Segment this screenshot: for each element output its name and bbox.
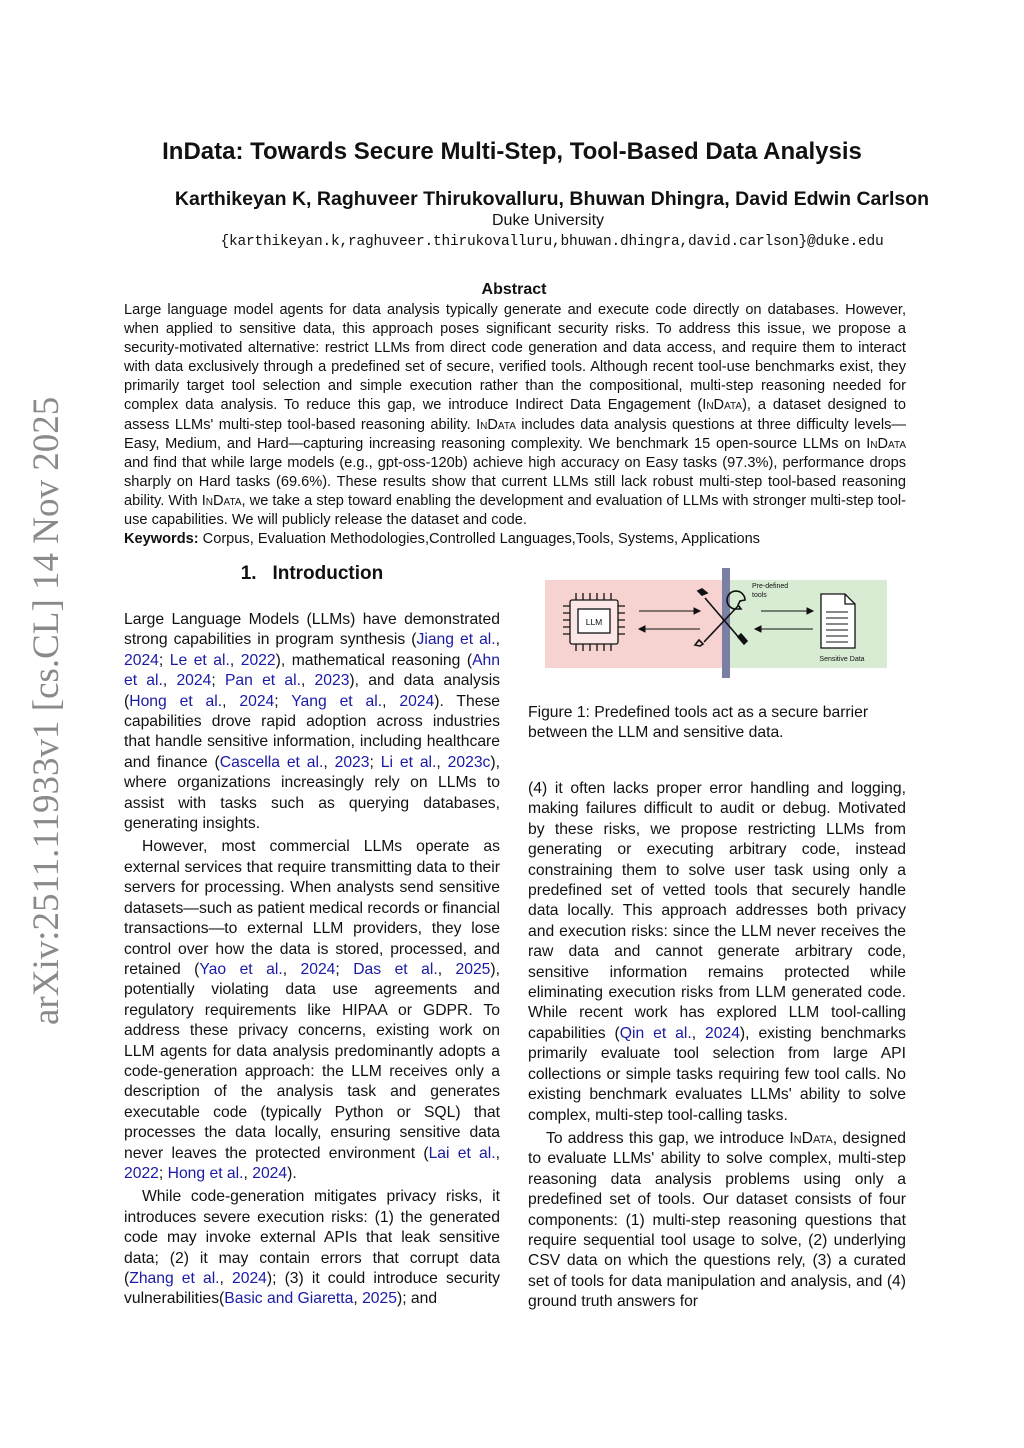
citation-link[interactable]: 2023c [447, 753, 491, 771]
llm-chip-label: LLM [585, 617, 603, 627]
citation-link[interactable]: 2024 [239, 692, 275, 710]
paper-title: InData: Towards Secure Multi-Step, Tool-Based Data Analysis [162, 138, 862, 165]
dataset-name: InData [702, 397, 743, 414]
arxiv-identifier: arXiv:2511.11933v1 [cs.CL] 14 Nov 2025 [26, 396, 67, 1025]
sensitive-data-label: Sensitive Data [819, 656, 865, 663]
citation-link[interactable]: Yang et al. [291, 692, 383, 710]
citation-link[interactable]: Das et al. [353, 960, 438, 978]
citation-link[interactable]: Cascella et al. [219, 753, 324, 771]
sensitive-data-document-icon [821, 594, 855, 648]
citation-link[interactable]: 2024 [399, 692, 435, 710]
affiliation: Duke University [491, 212, 605, 229]
citation-link[interactable]: Lai et al. [428, 1144, 496, 1162]
citation-link[interactable]: 2024 [176, 672, 212, 690]
author-emails: {karthikeyan.k,raghuveer.thirukovalluru,bhuwan.dhingra,david.carlson}@duke.edu [220, 234, 884, 250]
citation-link[interactable]: Qin et al. [619, 1024, 692, 1042]
dataset-name: InData [866, 435, 906, 452]
citation-link[interactable]: 2025 [362, 1290, 397, 1308]
left-column [124, 610, 500, 1310]
citation-link[interactable]: 2024 [252, 1164, 288, 1182]
intro-paragraph-4: (4) it often lacks proper error handling and logging, making failures difficult to audit or debug. Motivated by these risks, we propose restricting LLMs from generating or executing arbitrary code, instead constraining them to solve user task using only a predefined set of vetted tools that securely handle data locally. This approach addresses both privacy and execution risks: since the LLM never receives the raw data and cannot generate arbitrary code, sensitive information remains protected while eliminating execution risks from LLM generated code. While recent work has explored LLM tool-calling capabilities (Qin et al., 2024), existing benchmarks primarily evaluate tool selection from large API collections or simple tasks requiring few tool calls. No existing benchmark evaluates LLMs' ability to solve complex, multi-step tool-calling tasks. [528, 780, 907, 1124]
keywords-text: Corpus, Evaluation Methodologies,Controlled Languages,Tools, Systems, Applications [198, 531, 760, 548]
citation-link[interactable]: 2024 [232, 1270, 267, 1287]
citation-link[interactable]: Yao et al. [199, 960, 283, 978]
abstract-text: and find that while large models (e.g., gpt-oss-120b) achieve high accuracy on Easy tasks (97.3%), performance drops sharply on Hard tasks (69.6%). These results show that current LLMs still lack robust multi-step tool-based reasoning ability. With [124, 454, 906, 509]
citation-link[interactable]: Hong et al. [167, 1164, 244, 1182]
citation-link[interactable]: Hong et al. [129, 692, 223, 710]
intro-paragraph-3: While code-generation mitigates privacy risks, it introduces severe execution risks: (1) the generated code may invoke external APIs that leak sensitive data; (2) it may contain errors that corrupt data (Zhang et al., 2024); (3) it could introduce security vulnerabilities(Basic and Giaretta, 2025); and [124, 1188, 501, 1308]
citation-link[interactable]: Pan et al. [224, 672, 301, 690]
figure-1-diagram [545, 568, 887, 678]
tools-label: Pre-defined [752, 583, 789, 590]
citation-link[interactable]: 2025 [455, 960, 491, 978]
section-title: Introduction [272, 563, 384, 584]
abstract-text: ), a dataset designed to assess LLMs' multi-step tool-based reasoning ability. [124, 397, 906, 433]
dataset-name: InData [789, 1129, 833, 1147]
right-column [528, 779, 906, 1313]
citation-link[interactable]: Jiang et al. [416, 631, 496, 649]
intro-paragraph-5: To address this gap, we introduce InData, designed to evaluate LLMs' ability to solve complex, multi-step reasoning data analysis problems using only a predefined set of tools. Our dataset consists of four components: (1) multi-step reasoning questions that require sequential tool usage to solve, (2) underlying CSV data on which the questions rely, (3) a curated set of tools for data manipulation and analysis, and (4) ground truth answers for [528, 1129, 906, 1311]
citation-link[interactable]: 2024 [124, 651, 159, 669]
intro-paragraph-2: However, most commercial LLMs operate as external services that require transmitting data to their servers for processing. When analysts send sensitive datasets—such as patient medical records or financial transactions—to external LLM providers, they lose control over how the data is stored, processed, and retained (Yao et al., 2024; Das et al., 2025), potentially violating data use agreements and regulatory requirements like HIPAA or GDPR. To address these privacy concerns, existing work on LLM agents for data analysis predominantly adopts a code-generation approach: the LLM receives only a description of the analysis task and generates executable code (typically Python or SQL) that processes the data locally, ensuring sensitive data never leaves the protected environment (Lai et al., 2022; Hong et al., 2024). [124, 838, 500, 1182]
intro-paragraph-1: Large Language Models (LLMs) have demonstrated strong capabilities in program synthesis (Jiang et al., 2024; Le et al., 2022), mathematical reasoning (Ahn et al., 2024; Pan et al., 2023), and data analysis (Hong et al., 2024; Yang et al., 2024). These capabilities drove rapid adoption across industries that handle sensitive information, including healthcare and finance (Cascella et al., 2023; Li et al., 2023c), where organizations increasingly rely on LLMs to assist with tasks such as querying databases, generating insights. [124, 611, 501, 833]
section-heading [124, 563, 500, 585]
figure-caption-text: Predefined tools act as a secure barrier between the LLM and sensitive data. [528, 704, 869, 742]
abstract-text: Large language model agents for data analysis typically generate and execute code directly on databases. However, when applied to sensitive data, this approach poses significant security risks. To address this issue, we propose a security-motivated alternative: restrict LLMs from direct code generation and data access, and require them to interact with data exclusively through a predefined set of secure, verified tools. Although recent tool-use benchmarks exist, they primarily target tool selection and simple execution rather than the compositional, multi-step reasoning needed for complex data analysis. To reduce this gap, we introduce Indirect Data Engagement ( [124, 302, 906, 414]
author-list: Karthikeyan K, Raghuveer Thirukovalluru, Bhuwan Dhingra, David Edwin Carlson [174, 188, 930, 210]
figure-caption [528, 703, 908, 744]
citation-link[interactable]: 2022 [124, 1164, 159, 1182]
citation-link[interactable]: 2022 [240, 651, 276, 669]
tools-label: tools [752, 592, 767, 599]
keywords-label: Keywords: [124, 531, 199, 548]
citation-link[interactable]: 2023 [334, 753, 370, 771]
abstract-body [124, 301, 906, 549]
citation-link[interactable]: Zhang et al. [129, 1270, 220, 1287]
abstract-text: includes data analysis questions at three difficulty levels—Easy, Medium, and Hard—capturing increasing reasoning complexity. We benchmark 15 open-source LLMs on [124, 416, 906, 452]
citation-link[interactable]: 2023 [314, 672, 350, 690]
citation-link[interactable]: 2024 [705, 1024, 740, 1042]
abstract-heading: Abstract [481, 281, 547, 298]
abstract-text: , we take a step toward enabling the development and evaluation of LLMs with stronger multi-step tool-use capabilities. We will publicly release the dataset and code. [124, 492, 906, 529]
citation-link[interactable]: Li et al. [380, 753, 437, 771]
citation-link[interactable]: Le et al. [169, 651, 230, 669]
section-number: 1. [240, 563, 257, 584]
figure-caption-label: Figure 1: [528, 704, 590, 721]
citation-link[interactable]: Ahn et al. [124, 651, 501, 690]
citation-link[interactable]: Basic and Giaretta [224, 1290, 354, 1308]
dataset-name: InData [201, 492, 242, 509]
citation-link[interactable]: 2024 [300, 960, 336, 978]
dataset-name: InData [476, 416, 516, 433]
